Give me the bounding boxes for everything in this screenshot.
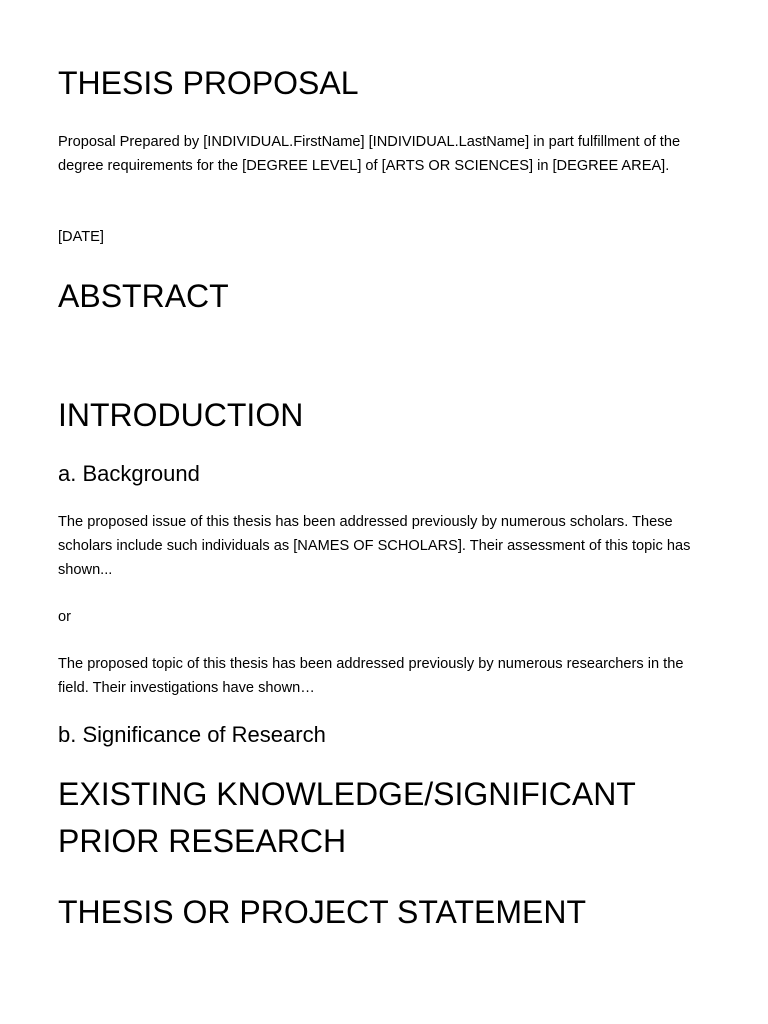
- abstract-heading: ABSTRACT: [58, 278, 229, 314]
- date-placeholder: [DATE]: [58, 229, 104, 245]
- proposal-prepared-paragraph: Proposal Prepared by [INDIVIDUAL.FirstName] [INDIVIDUAL.LastName] in part fulfillment of the degree requirements for the [DEGREE LEVEL] of [ARTS OR SCIENCES] in [DEGREE AREA].: [58, 134, 681, 174]
- document-title: THESIS PROPOSAL: [58, 65, 359, 101]
- background-heading: a. Background: [58, 461, 200, 486]
- or-separator-text: or: [58, 609, 71, 625]
- thesis-statement-heading: THESIS OR PROJECT STATEMENT: [58, 894, 587, 930]
- introduction-heading: INTRODUCTION: [58, 397, 304, 433]
- background-paragraph-2: The proposed topic of this thesis has been addressed previously by numerous researchers in the field. Their investigations have shown…: [58, 656, 684, 696]
- background-paragraph-1: The proposed issue of this thesis has been addressed previously by numerous scholars. These scholars include such individuals as [NAMES OF SCHOLARS]. Their assessment of this topic has shown...: [58, 514, 691, 578]
- significance-heading: b. Significance of Research: [58, 722, 326, 747]
- existing-knowledge-heading: EXISTING KNOWLEDGE/SIGNIFICANT PRIOR RESEARCH: [58, 776, 636, 859]
